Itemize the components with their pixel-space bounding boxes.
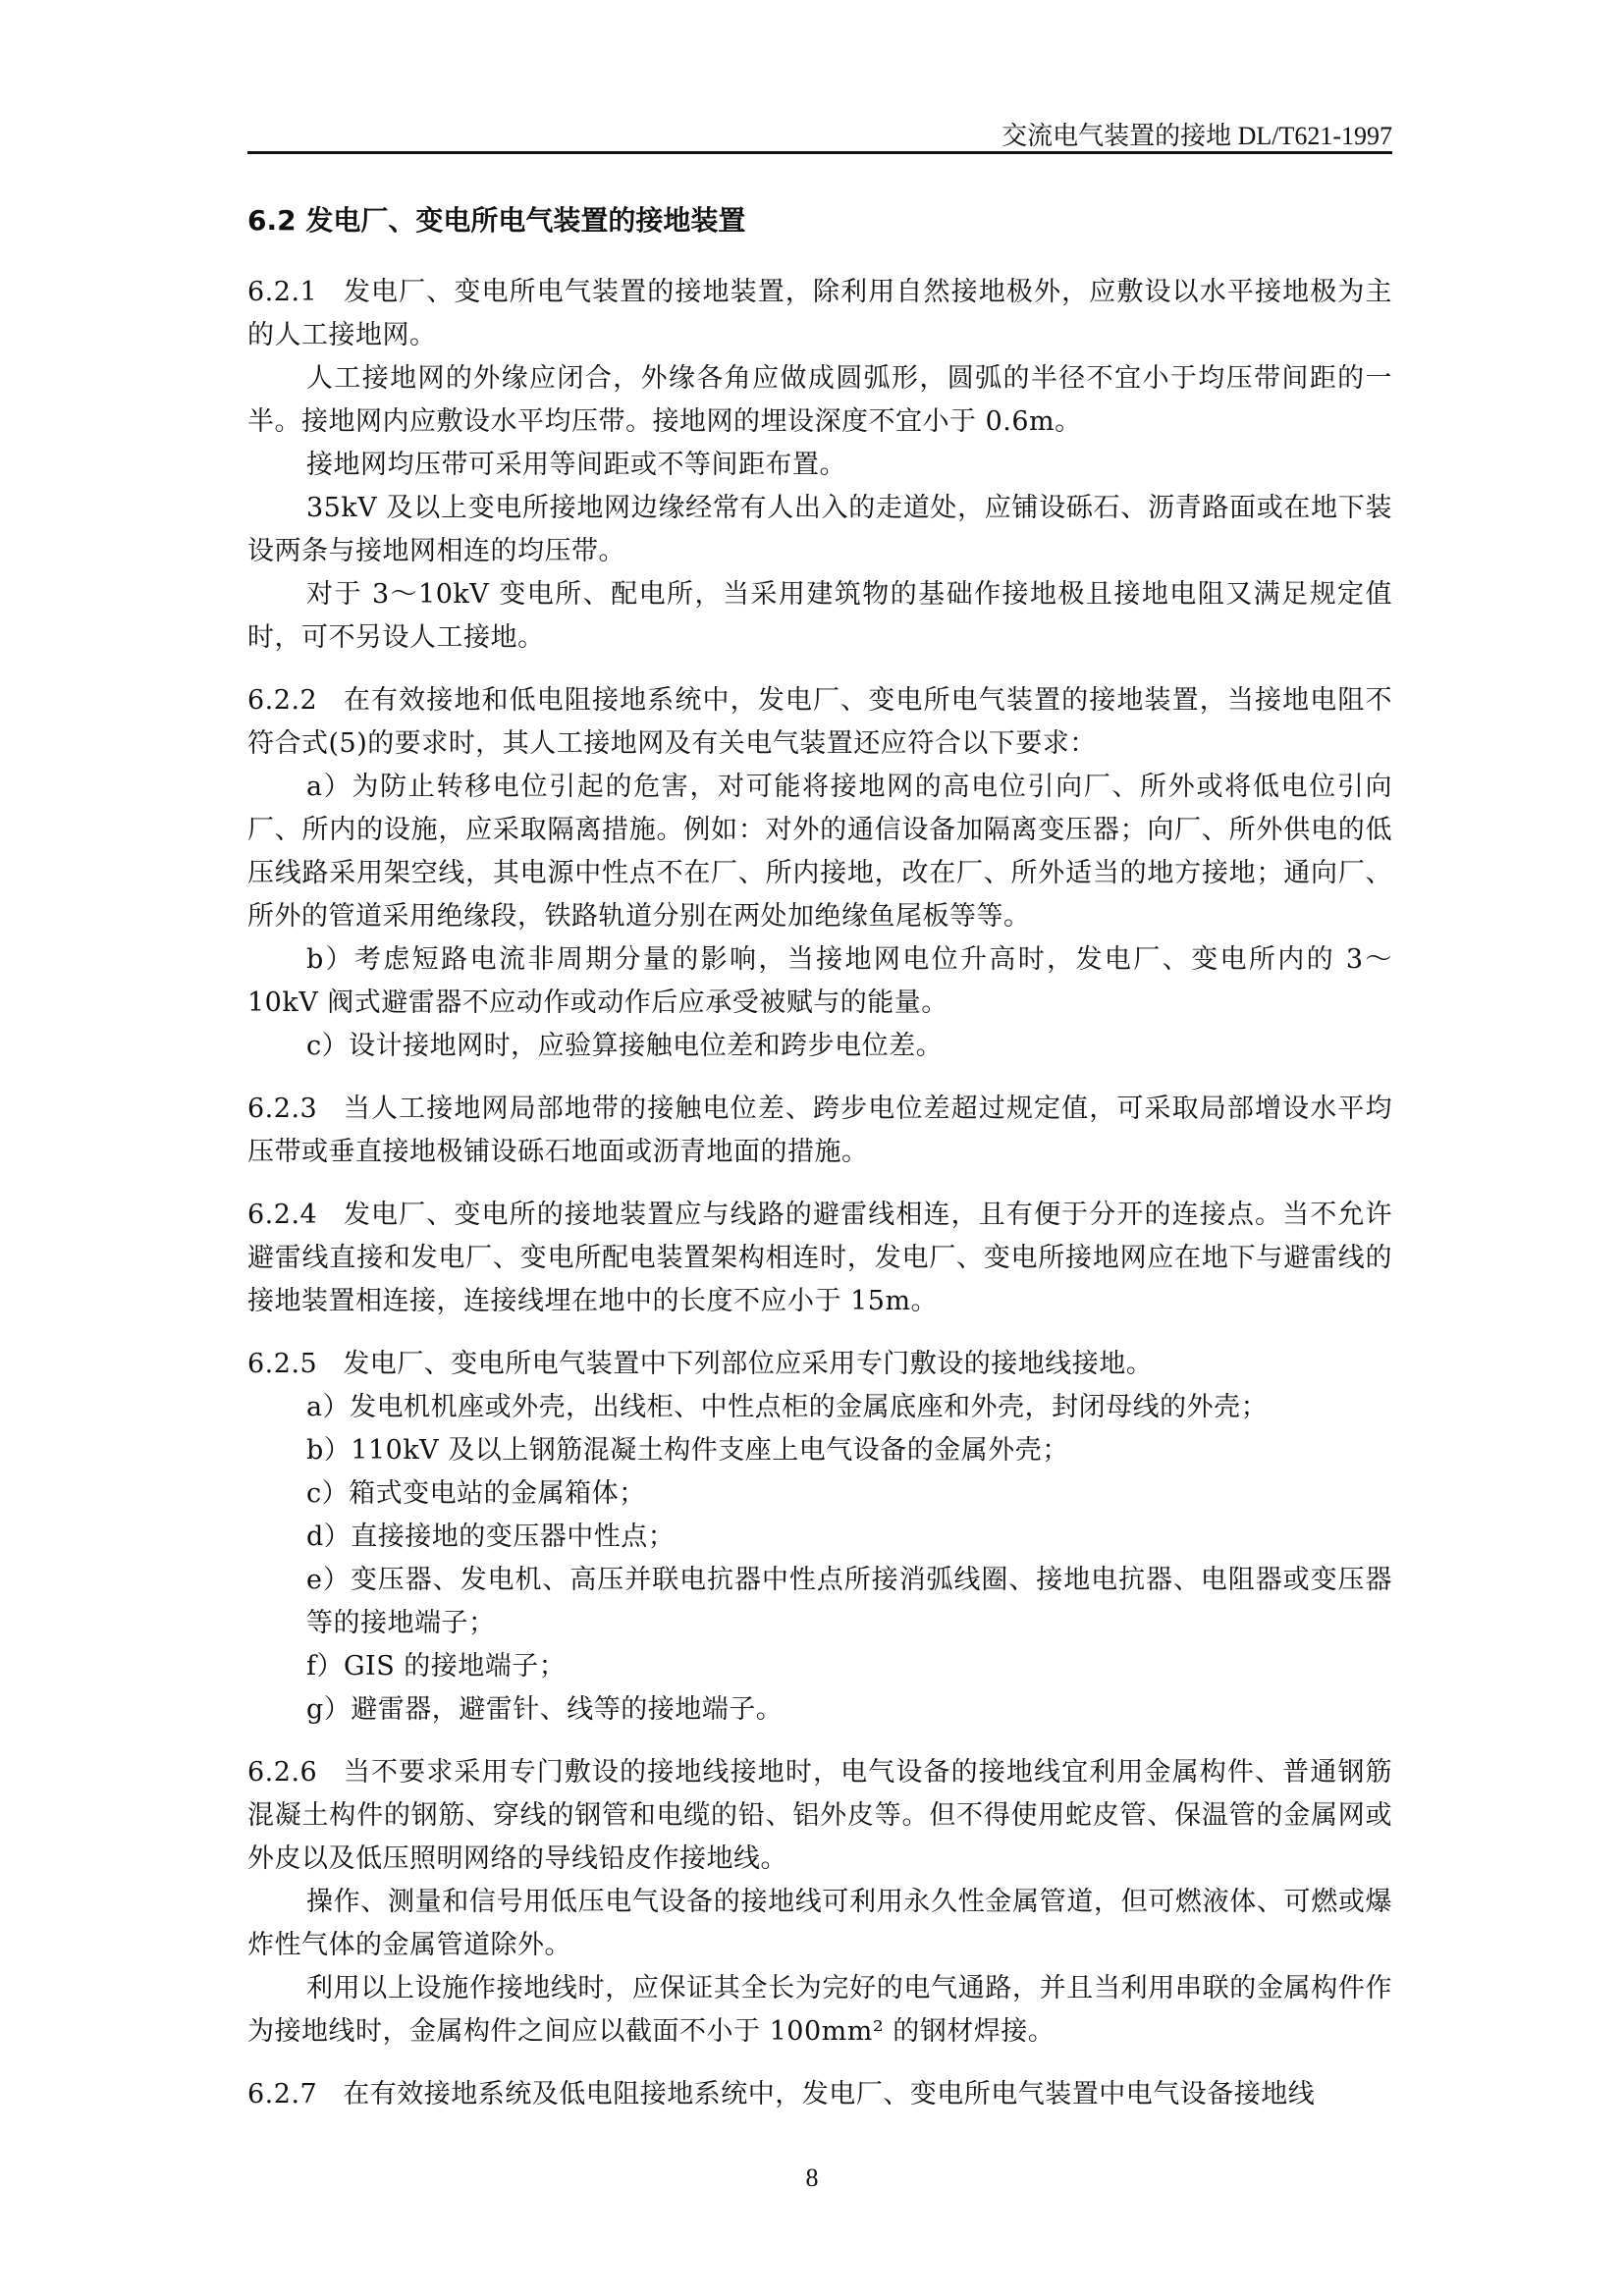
paragraph: 人工接地网的外缘应闭合，外缘各角应做成圆弧形，圆弧的半径不宜小于均压带间距的一半。接地网内应敷设水平均压带。接地网的埋设深度不宜小于 0.6m。 xyxy=(247,363,1392,437)
clause-number: 6.2.1 xyxy=(247,277,318,307)
list-item-d: d）直接接地的变压器中性点； xyxy=(306,1522,676,1552)
clause-6-2-5 xyxy=(247,1343,1392,1732)
clause-text: 当人工接地网局部地带的接触电位差、跨步电位差超过规定值，可采取局部增设水平均压带或垂直接地极铺设砾石地面或沥青地面的措施。 xyxy=(247,1094,1392,1167)
clause-paragraph xyxy=(247,2073,1392,2116)
clause-number: 6.2.6 xyxy=(247,1757,318,1788)
clause-paragraph xyxy=(247,1751,1392,1881)
list-item-a: a）为防止转移电位引起的危害，对可能将接地网的高电位引向厂、所外或将低电位引向厂、所内的设施，应采取隔离措施。例如：对外的通信设备加隔离变压器；向厂、所外供电的低压线路采用架空线，其电源中性点不在厂、所内接地，改在厂、所外适当的地方接地；通向厂、所外的管道采用绝缘段，铁路轨道分别在两处加绝缘鱼尾板等等。 xyxy=(247,772,1392,932)
clause-number: 6.2.7 xyxy=(247,2079,318,2109)
paragraph: 35kV 及以上变电所接地网边缘经常有人出入的走道处，应铺设砾石、沥青路面或在地下装设两条与接地网相连的均压带。 xyxy=(247,493,1392,566)
header-rule xyxy=(247,151,1392,154)
clause-text: 在有效接地和低电阻接地系统中，发电厂、变电所电气装置的接地装置，当接地电阻不符合式(5)的要求时，其人工接地网及有关电气装置还应符合以下要求： xyxy=(247,685,1392,759)
clause-paragraph xyxy=(247,679,1392,766)
clause-number: 6.2.4 xyxy=(247,1200,318,1230)
clause-text: 发电厂、变电所的接地装置应与线路的避雷线相连，且有便于分开的连接点。当不允许避雷线直接和发电厂、变电所配电装置架构相连时，发电厂、变电所接地网应在地下与避雷线的接地装置相连接，连接线埋在地中的长度不应小于 15m。 xyxy=(247,1200,1392,1316)
clause-paragraph xyxy=(247,1343,1392,1386)
paragraph: 接地网均压带可采用等间距或不等间距布置。 xyxy=(306,450,846,480)
list-item-c: c）箱式变电站的金属箱体； xyxy=(306,1478,646,1509)
clause-text: 发电厂、变电所电气装置中下列部位应采用专门敷设的接地线接地。 xyxy=(343,1349,1154,1379)
clause-text: 当不要求采用专门敷设的接地线接地时，电气设备的接地线宜利用金属构件、普通钢筋混凝土构件的钢筋、穿线的钢管和电缆的铅、铝外皮等。但不得使用蛇皮管、保温管的金属网或外皮以及低压照明网络的导线铅皮作接地线。 xyxy=(247,1757,1392,1874)
clause-number: 6.2.3 xyxy=(247,1094,318,1124)
running-header: 交流电气装置的接地 DL/T621-1997 xyxy=(1001,122,1392,150)
page-body xyxy=(247,192,1392,2136)
clause-text: 在有效接地系统及低电阻接地系统中，发电厂、变电所电气装置中电气设备接地线 xyxy=(343,2079,1316,2109)
clause-6-2-6 xyxy=(247,1751,1392,2054)
clause-text: 发电厂、变电所电气装置的接地装置，除利用自然接地极外，应敷设以水平接地极为主的人工接地网。 xyxy=(247,277,1392,350)
clause-number: 6.2.2 xyxy=(247,685,318,716)
list-item-e: e）变压器、发电机、高压并联电抗器中性点所接消弧线圈、接地电抗器、电阻器或变压器等的接地端子； xyxy=(306,1565,1392,1638)
clause-6-2-7 xyxy=(247,2073,1392,2116)
clause-6-2-4 xyxy=(247,1194,1392,1323)
page-number: 8 xyxy=(805,2163,819,2192)
clause-paragraph xyxy=(247,1194,1392,1323)
clause-6-2-2 xyxy=(247,679,1392,1068)
section-heading: 6.2 发电厂、变电所电气装置的接地装置 xyxy=(247,204,746,237)
clause-6-2-3 xyxy=(247,1088,1392,1174)
list-item-b: b）考虑短路电流非周期分量的影响，当接地网电位升高时，发电厂、变电所内的 3～10kV 阀式避雷器不应动作或动作后应承受被赋与的能量。 xyxy=(247,944,1392,1018)
list-item-b: b）110kV 及以上钢筋混凝土构件支座上电气设备的金属外壳； xyxy=(306,1435,1069,1466)
list-item-a: a）发电机机座或外壳，出线柜、中性点柜的金属底座和外壳，封闭母线的外壳； xyxy=(306,1392,1269,1422)
clause-number: 6.2.5 xyxy=(247,1349,318,1379)
paragraph: 利用以上设施作接地线时，应保证其全长为完好的电气通路，并且当利用串联的金属构件作为接地线时，金属构件之间应以截面不小于 100mm² 的钢材焊接。 xyxy=(247,1973,1392,2047)
list-item-g: g）避雷器，避雷针、线等的接地端子。 xyxy=(306,1694,784,1725)
paragraph: 对于 3～10kV 变电所、配电所，当采用建筑物的基础作接地极且接地电阻又满足规定值时，可不另设人工接地。 xyxy=(247,579,1392,653)
paragraph: 操作、测量和信号用低压电气设备的接地线可利用永久性金属管道，但可燃液体、可燃或爆炸性气体的金属管道除外。 xyxy=(247,1887,1392,1960)
list-item-f: f）GIS 的接地端子； xyxy=(306,1651,567,1682)
list-item-c: c）设计接地网时，应验算接触电位差和跨步电位差。 xyxy=(306,1031,944,1061)
clause-paragraph xyxy=(247,271,1392,357)
clause-6-2-1 xyxy=(247,271,1392,660)
clause-paragraph xyxy=(247,1088,1392,1174)
